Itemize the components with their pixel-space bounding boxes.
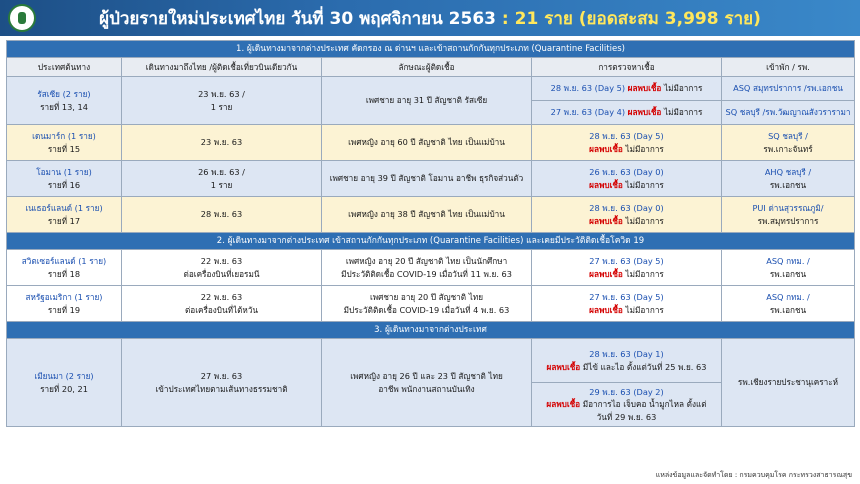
table-row <box>7 77 855 101</box>
country-name: เนเธอร์แลนด์ <box>25 203 73 214</box>
column-header: เดินทางมาถึงไทย /ผู้ติดเชื้อเที่ยวบินเดียวกัน <box>122 58 322 77</box>
arrival-detail: 1 ราย <box>210 179 233 190</box>
patient-description-extra: มีประวัติติดเชื้อ COVID-19 เมื่อวันที่ 4 พ.ย. 63 <box>343 304 510 315</box>
test-result-cell <box>532 286 722 322</box>
source-note: แหล่งข้อมูลและจัดทำโดย : กรมควบคุมโรค กระทรวงสาธารณสุข <box>655 471 852 479</box>
test-result-line <box>534 179 719 191</box>
arrival-cell <box>122 77 322 125</box>
arrival-cell <box>122 125 322 161</box>
symptom-note: ไม่มีอาการ <box>625 179 664 190</box>
test-date: 27 พ.ย. 63 (Day 5) <box>589 292 664 303</box>
symptom-note: มีอาการไอ เจ็บคอ น้ำมูกไหล ตั้งแต่ <box>582 399 707 410</box>
patient-description: เพศชาย อายุ 31 ปี สัญชาติ รัสเซีย <box>365 95 488 106</box>
test-date: 28 พ.ย. 63 (Day 0) <box>589 203 664 214</box>
test-result-line <box>534 143 719 155</box>
hospital-name: SQ ชลบุรี /รพ.วัฒญาณสังวรารามา <box>725 107 851 118</box>
test-result-line <box>534 268 719 280</box>
test-result-cell <box>532 383 722 427</box>
result-positive: ผลพบเชื้อ <box>589 304 623 315</box>
column-header: ลักษณะผู้ติดเชื้อ <box>322 58 532 77</box>
patient-description: เพศหญิง อายุ 38 ปี สัญชาติ ไทย เป็นแม่บ้าน <box>348 209 505 220</box>
arrival-detail: 1 ราย <box>210 101 233 112</box>
hospital-name: รพ.เชียงรายประชานุเคราะห์ <box>737 377 839 388</box>
symptom-note: มีไข้ และไอ ตั้งแต่วันที่ 25 พ.ย. 63 <box>582 361 707 372</box>
arrival-date: 28 พ.ย. 63 <box>200 209 243 220</box>
test-date: 27 พ.ย. 63 (Day 4) <box>550 107 626 118</box>
hospital-name: ASQ กทม. / <box>766 256 810 267</box>
origin-country-line <box>9 255 119 267</box>
patient-description-cell <box>322 250 532 286</box>
case-count: (1 ราย) <box>67 131 96 142</box>
test-result-line <box>534 361 719 373</box>
test-date: 28 พ.ย. 63 (Day 1) <box>589 349 664 360</box>
arrival-detail: ต่อเครื่องบินที่เยอรมนี <box>183 268 260 279</box>
arrival-cell <box>122 250 322 286</box>
case-numbers: รายที่ 19 <box>47 304 81 315</box>
test-result-line <box>628 83 703 93</box>
origin-country-cell <box>7 286 122 322</box>
case-numbers: รายที่ 16 <box>47 179 81 190</box>
origin-country-line <box>9 291 119 303</box>
test-result-cell <box>532 101 722 125</box>
test-result-cell <box>532 197 722 233</box>
result-positive: ผลพบเชื้อ <box>589 143 623 154</box>
column-header: เข้าพัก / รพ. <box>722 58 855 77</box>
case-numbers: รายที่ 17 <box>47 215 81 226</box>
arrival-cell <box>122 197 322 233</box>
arrival-detail: ต่อเครื่องบินที่ไต้หวัน <box>184 304 259 315</box>
patient-description-cell <box>322 197 532 233</box>
patient-description-cell <box>322 125 532 161</box>
case-numbers: รายที่ 13, 14 <box>40 101 88 112</box>
country-name: โอมาน <box>36 167 62 178</box>
origin-country-line <box>9 130 119 142</box>
symptom-note-extra: วันที่ 29 พ.ย. 63 <box>596 411 657 422</box>
symptom-note: ไม่มีอาการ <box>625 143 664 154</box>
section-title: 1. ผู้เดินทางมาจากต่างประเทศ คัดกรอง ณ ด่านฯ และเข้าสถานกักกันทุกประเภท (Quarantine Facilities) <box>7 41 855 58</box>
origin-country-cell <box>7 250 122 286</box>
title-count: 21 ราย (ยอดสะสม 3,998 ราย) <box>514 9 761 29</box>
test-result-cell <box>532 250 722 286</box>
patient-description: เพศหญิง อายุ 20 ปี สัญชาติ ไทย เป็นนักศึกษา <box>345 256 508 267</box>
hospital-cell <box>722 250 855 286</box>
origin-country-line <box>9 370 119 382</box>
test-result-line <box>534 304 719 316</box>
hospital-name: SQ ชลบุรี / <box>768 131 808 142</box>
section-title: 3. ผู้เดินทางมาจากต่างประเทศ <box>7 322 855 339</box>
result-positive: ผลพบเชื้อ <box>627 83 662 94</box>
patient-description-extra: มีประวัติติดเชื้อ COVID-19 เมื่อวันที่ 11 พ.ย. 63 <box>341 268 512 279</box>
result-positive: ผลพบเชื้อ <box>546 361 581 372</box>
title-banner <box>0 0 860 36</box>
country-name: เดนมาร์ก <box>32 131 66 142</box>
hospital-name: ASQ สมุทรปราการ /รพ.เอกชน <box>733 83 843 94</box>
case-count: (1 ราย) <box>74 203 103 214</box>
table-row <box>7 197 855 233</box>
page-title <box>0 5 860 32</box>
case-count: (2 ราย) <box>65 371 94 382</box>
test-result-line <box>628 107 703 117</box>
patient-description-cell <box>322 286 532 322</box>
test-date: 26 พ.ย. 63 (Day 0) <box>589 167 664 178</box>
case-table <box>6 40 855 427</box>
result-positive: ผลพบเชื้อ <box>589 179 623 190</box>
origin-country-cell <box>7 161 122 197</box>
country-name: สหรัฐอเมริกา <box>25 292 72 303</box>
patient-description-extra: อาชีพ พนักงานสถานบันเทิง <box>378 383 475 394</box>
test-date: 27 พ.ย. 63 (Day 5) <box>589 256 664 267</box>
symptom-note: ไม่มีอาการ <box>625 215 664 226</box>
result-positive: ผลพบเชื้อ <box>546 399 581 410</box>
hospital-name-extra: รพ.เกาะจันทร์ <box>763 143 813 154</box>
result-positive: ผลพบเชื้อ <box>589 268 623 279</box>
test-date: 28 พ.ย. 63 (Day 5) <box>589 131 664 142</box>
origin-country-cell <box>7 125 122 161</box>
patient-description: เพศหญิง อายุ 60 ปี สัญชาติ ไทย เป็นแม่บ้าน <box>348 137 505 148</box>
arrival-date: 23 พ.ย. 63 / <box>198 89 245 100</box>
origin-country-cell <box>7 197 122 233</box>
hospital-cell <box>722 339 855 427</box>
result-positive: ผลพบเชื้อ <box>627 107 662 118</box>
case-numbers: รายที่ 15 <box>47 143 81 154</box>
patient-description: เพศชาย อายุ 20 ปี สัญชาติ ไทย <box>369 292 484 303</box>
symptom-note: ไม่มีอาการ <box>663 107 703 118</box>
section-header-row <box>7 322 855 339</box>
hospital-name: AHQ ชลบุรี / <box>764 167 812 178</box>
test-date: 28 พ.ย. 63 (Day 5) <box>550 83 626 94</box>
table-row <box>7 161 855 197</box>
column-header: ประเทศต้นทาง <box>7 58 122 77</box>
hospital-name: ASQ กทม. / <box>766 292 810 303</box>
case-count: (1 ราย) <box>78 256 107 267</box>
hospital-name: PUI ด่านสุวรรณภูมิ/ <box>752 203 824 214</box>
result-positive: ผลพบเชื้อ <box>589 215 623 226</box>
hospital-cell <box>722 286 855 322</box>
title-main: ผู้ป่วยรายใหม่ประเทศไทย วันที่ 30 พฤศจิกายน 2563 <box>99 9 496 29</box>
section-header-row <box>7 233 855 250</box>
arrival-date: 26 พ.ย. 63 / <box>198 167 245 178</box>
test-result-cell <box>532 161 722 197</box>
table-row <box>7 286 855 322</box>
origin-country-cell <box>7 339 122 427</box>
table-row <box>7 125 855 161</box>
case-numbers: รายที่ 18 <box>47 268 81 279</box>
section-title: 2. ผู้เดินทางมาจากต่างประเทศ เข้าสถานกักกันทุกประเภท (Quarantine Facilities) และเคยมีประวัติติดเชื้อโควิด 19 <box>7 233 855 250</box>
country-name: รัสเซีย <box>37 89 60 100</box>
test-result-cell <box>532 339 722 383</box>
country-name: เมียนมา <box>34 371 63 382</box>
arrival-cell <box>122 161 322 197</box>
table-row <box>7 250 855 286</box>
test-result-line <box>534 398 719 410</box>
country-name: สวิตเซอร์แลนด์ <box>21 256 76 267</box>
arrival-detail: เข้าประเทศไทยตามเส้นทางธรรมชาติ <box>155 383 288 394</box>
hospital-cell <box>722 161 855 197</box>
origin-country-cell <box>7 77 122 125</box>
section-header-row <box>7 41 855 58</box>
title-separator: : <box>501 9 509 29</box>
test-date: 29 พ.ย. 63 (Day 2) <box>589 387 664 398</box>
arrival-cell <box>122 286 322 322</box>
patient-description: เพศหญิง อายุ 26 ปี และ 23 ปี สัญชาติ ไทย <box>350 371 503 382</box>
hospital-name-extra: รพ.เอกชน <box>769 304 807 315</box>
symptom-note: ไม่มีอาการ <box>663 83 703 94</box>
hospital-cell <box>722 77 855 101</box>
case-count: (2 ราย) <box>62 89 91 100</box>
symptom-note: ไม่มีอาการ <box>625 304 664 315</box>
patient-description-cell <box>322 339 532 427</box>
hospital-cell <box>722 197 855 233</box>
arrival-date: 27 พ.ย. 63 <box>200 371 243 382</box>
table-row <box>7 339 855 383</box>
arrival-date: 22 พ.ย. 63 <box>200 256 243 267</box>
patient-description-cell <box>322 77 532 125</box>
test-result-line <box>534 215 719 227</box>
column-header-row <box>7 58 855 77</box>
case-count: (1 ราย) <box>63 167 92 178</box>
origin-country-line <box>9 166 119 178</box>
hospital-name-extra: รพ.เอกชน <box>769 179 807 190</box>
hospital-name-extra: รพ.สมุทรปราการ <box>757 215 819 226</box>
test-result-cell <box>532 77 722 101</box>
arrival-date: 22 พ.ย. 63 <box>200 292 243 303</box>
hospital-name-extra: รพ.เอกชน <box>769 268 807 279</box>
patient-description: เพศชาย อายุ 39 ปี สัญชาติ โอมาน อาชีพ ธุรกิจส่วนตัว <box>329 173 524 184</box>
test-result-cell <box>532 125 722 161</box>
hospital-cell <box>722 101 855 125</box>
case-count: (1 ราย) <box>74 292 103 303</box>
column-header: การตรวจหาเชื้อ <box>532 58 722 77</box>
hospital-cell <box>722 125 855 161</box>
origin-country-line <box>9 202 119 214</box>
arrival-date: 23 พ.ย. 63 <box>200 137 243 148</box>
case-numbers: รายที่ 20, 21 <box>40 383 88 394</box>
symptom-note: ไม่มีอาการ <box>625 268 664 279</box>
origin-country-line <box>9 88 119 100</box>
patient-description-cell <box>322 161 532 197</box>
arrival-cell <box>122 339 322 427</box>
